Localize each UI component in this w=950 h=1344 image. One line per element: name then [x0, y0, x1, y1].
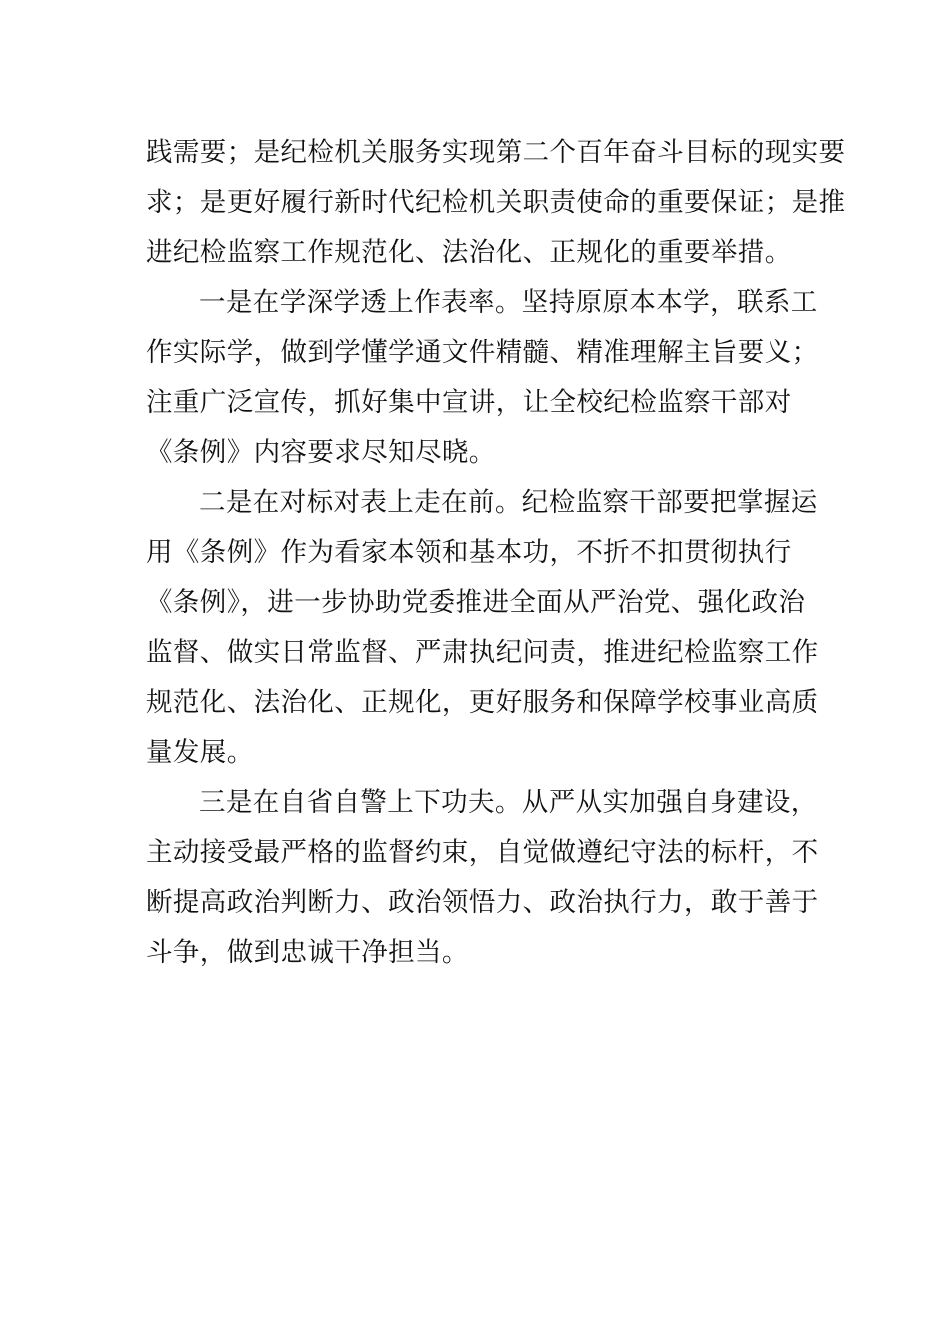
text-line: 一是在学深学透上作表率。坚持原原本本学，联系工: [199, 287, 818, 318]
paragraph-point-two: [146, 478, 819, 778]
document-body: [146, 128, 846, 978]
text-line: 三是在自省自警上下功夫。从严从实加强自身建设，: [199, 787, 818, 818]
text-line: 二是在对标对表上走在前。纪检监察干部要把掌握运: [199, 487, 818, 518]
text-line: 践需要；是纪检机关服务实现第二个百年奋斗目标的现实要: [146, 137, 846, 168]
text-line: 用《条例》作为看家本领和基本功，不折不扣贯彻执行: [146, 537, 792, 568]
text-line: 进纪检监察工作规范化、法治化、正规化的重要举措。: [146, 237, 792, 268]
paragraph-point-one: [146, 278, 819, 478]
text-line: 《条例》内容要求尽知尽晓。: [146, 437, 496, 468]
text-line: 监督、做实日常监督、严肃执纪问责，推进纪检监察工作: [146, 637, 819, 668]
text-line: 求；是更好履行新时代纪检机关职责使命的重要保证；是推: [146, 187, 846, 218]
text-line: 规范化、法治化、正规化，更好服务和保障学校事业高质: [146, 687, 819, 718]
text-line: 作实际学，做到学懂学通文件精髓、精准理解主旨要义；: [146, 337, 819, 368]
text-line: 量发展。: [146, 737, 254, 768]
text-line: 《条例》，进一步协助党委推进全面从严治党、强化政治: [146, 587, 806, 618]
text-line: 主动接受最严格的监督约束，自觉做遵纪守法的标杆，不: [146, 837, 819, 868]
paragraph-point-three: [146, 778, 819, 978]
text-line: 断提高政治判断力、政治领悟力、政治执行力，敢于善于: [146, 887, 819, 918]
text-line: 注重广泛宣传，抓好集中宣讲，让全校纪检监察干部对: [146, 387, 792, 418]
paragraph-continuation: [146, 128, 846, 278]
text-line: 斗争，做到忠诚干净担当。: [146, 937, 469, 968]
